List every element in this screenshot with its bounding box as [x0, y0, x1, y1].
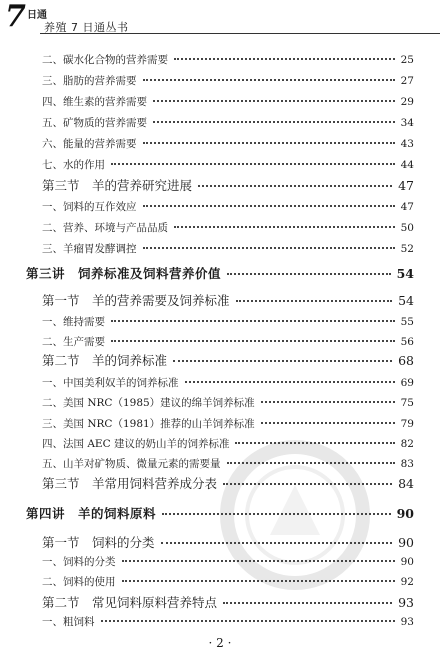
- toc-entry-title: 七、水的作用: [42, 159, 105, 171]
- toc-section-title: 第二节 羊的饲养标准: [42, 353, 168, 368]
- toc-entry[interactable]: [42, 220, 414, 235]
- toc-entry[interactable]: [42, 416, 414, 431]
- leader-dots: [185, 381, 395, 383]
- toc-section-title: 第一节 羊的营养需要及饲养标准: [42, 293, 230, 308]
- toc-chapter-page: 90: [396, 506, 414, 521]
- toc-entry-page: 69: [400, 377, 414, 389]
- toc-entry[interactable]: [42, 136, 414, 151]
- toc-entry[interactable]: [42, 574, 414, 589]
- toc-entry-page: 47: [400, 201, 414, 213]
- toc-entry-title: 二、美国 NRC（1985）建议的绵羊饲养标准: [42, 397, 255, 409]
- toc-entry[interactable]: [42, 314, 414, 329]
- toc-entry-title: 三、羊瘤胃发酵调控: [42, 243, 137, 255]
- toc-section-page: 68: [398, 353, 414, 368]
- toc-entry-page: 27: [400, 75, 414, 87]
- toc-entry-title: 二、饲料的使用: [42, 576, 116, 588]
- series-title: 养殖 7 日通丛书: [44, 21, 129, 34]
- toc-entry-title: 一、维持需要: [42, 316, 105, 328]
- toc-entry-title: 二、碳水化合物的营养需要: [42, 54, 168, 66]
- toc-entry-page: 43: [400, 138, 414, 150]
- leader-dots: [161, 542, 393, 544]
- leader-dots: [173, 360, 392, 362]
- toc-section-title: 第三节 羊的营养研究进展: [42, 178, 193, 193]
- toc-entry-title: 六、能量的营养需要: [42, 138, 137, 150]
- toc-section[interactable]: [42, 593, 414, 611]
- toc-entry-page: 50: [400, 222, 414, 234]
- leader-dots: [111, 340, 395, 342]
- toc-entry-title: 三、脂肪的营养需要: [42, 75, 137, 87]
- leader-dots: [223, 602, 392, 604]
- toc-chapter-title: 第三讲 饲养标准及饲料营养价值: [26, 266, 222, 281]
- toc-entry-title: 一、饲料的分类: [42, 556, 116, 568]
- toc-entry-page: 92: [400, 576, 414, 588]
- series-logo-digit: 7: [5, 0, 26, 34]
- toc-entry-page: 79: [400, 418, 414, 430]
- leader-dots: [198, 185, 392, 187]
- toc-entry-page: 55: [400, 316, 414, 328]
- toc-entry-title: 二、生产需要: [42, 336, 105, 348]
- series-logo-text: 日通: [27, 10, 47, 21]
- toc-entry-page: 25: [400, 54, 414, 66]
- toc-section-page: 54: [398, 293, 414, 308]
- leader-dots: [101, 620, 395, 622]
- toc-entry[interactable]: [42, 73, 414, 88]
- toc-entry-title: 五、山羊对矿物质、微量元素的需要量: [42, 458, 221, 470]
- toc-entry[interactable]: [42, 94, 414, 109]
- toc-entry-page: 56: [400, 336, 414, 348]
- leader-dots: [227, 462, 395, 464]
- toc-section-page: 90: [398, 535, 414, 550]
- toc-entry[interactable]: [42, 241, 414, 256]
- leader-dots: [227, 273, 391, 275]
- leader-dots: [143, 142, 395, 144]
- toc-section-page: 84: [398, 476, 414, 491]
- toc-chapter-title: 第四讲 羊的饲料原料: [26, 506, 157, 521]
- toc-entry-page: 93: [400, 616, 414, 628]
- leader-dots: [174, 226, 395, 228]
- toc-entry[interactable]: [42, 395, 414, 410]
- toc-section[interactable]: [42, 474, 414, 492]
- leader-dots: [223, 483, 392, 485]
- leader-dots: [153, 100, 395, 102]
- leader-dots: [261, 401, 395, 403]
- toc-entry-page: 75: [400, 397, 414, 409]
- toc-entry[interactable]: [42, 52, 414, 67]
- toc-entry-title: 五、矿物质的营养需要: [42, 117, 147, 129]
- toc-section-page: 93: [398, 595, 414, 610]
- toc-entry[interactable]: [42, 456, 414, 471]
- toc-entry-title: 一、中国美利奴羊的饲养标准: [42, 377, 179, 389]
- toc-entry[interactable]: [42, 375, 414, 390]
- leader-dots: [143, 79, 395, 81]
- toc-entry-page: 90: [400, 556, 414, 568]
- toc-entry-title: 四、法国 AEC 建议的奶山羊的饲养标准: [42, 438, 230, 450]
- toc-section-title: 第一节 饲料的分类: [42, 535, 155, 550]
- leader-dots: [111, 320, 395, 322]
- toc-section[interactable]: [42, 291, 414, 309]
- toc-entry[interactable]: [42, 115, 414, 130]
- leader-dots: [235, 442, 394, 444]
- toc-entry[interactable]: [42, 436, 414, 451]
- header-rule: [40, 33, 440, 34]
- toc-section-page: 47: [398, 178, 414, 193]
- leader-dots: [261, 422, 395, 424]
- leader-dots: [162, 513, 391, 515]
- toc-chapter-page: 54: [396, 266, 414, 281]
- toc-chapter[interactable]: [26, 264, 414, 282]
- toc-entry-title: 三、美国 NRC（1981）推荐的山羊饲养标准: [42, 418, 255, 430]
- toc-section-title: 第二节 常见饲料原料营养特点: [42, 595, 218, 610]
- leader-dots: [122, 560, 395, 562]
- toc-entry-title: 一、粗饲料: [42, 616, 95, 628]
- toc-section[interactable]: [42, 351, 414, 369]
- toc-entry[interactable]: [42, 334, 414, 349]
- toc-entry-page: 83: [400, 458, 414, 470]
- toc-entry-title: 二、营养、环境与产品品质: [42, 222, 168, 234]
- toc-entry[interactable]: [42, 157, 414, 172]
- leader-dots: [122, 580, 395, 582]
- toc-entry[interactable]: [42, 554, 414, 569]
- toc-section[interactable]: [42, 533, 414, 551]
- toc-entry[interactable]: [42, 199, 414, 214]
- toc-entry-title: 四、维生素的营养需要: [42, 96, 147, 108]
- leader-dots: [111, 163, 395, 165]
- leader-dots: [143, 205, 395, 207]
- page-header: [0, 0, 440, 40]
- toc-chapter[interactable]: [26, 504, 414, 522]
- toc-entry[interactable]: [42, 614, 414, 629]
- toc-entry-page: 82: [400, 438, 414, 450]
- toc-section[interactable]: [42, 176, 414, 194]
- toc-entry-title: 一、饲料的互作效应: [42, 201, 137, 213]
- page-number: · 2 ·: [208, 636, 232, 650]
- toc-entry-page: 29: [400, 96, 414, 108]
- toc-section-title: 第三节 羊常用饲料营养成分表: [42, 476, 218, 491]
- leader-dots: [153, 121, 395, 123]
- toc-entry-page: 44: [400, 159, 414, 171]
- toc-entry-page: 52: [400, 243, 414, 255]
- leader-dots: [236, 300, 393, 302]
- leader-dots: [174, 58, 395, 60]
- toc-entry-page: 34: [400, 117, 414, 129]
- leader-dots: [143, 247, 395, 249]
